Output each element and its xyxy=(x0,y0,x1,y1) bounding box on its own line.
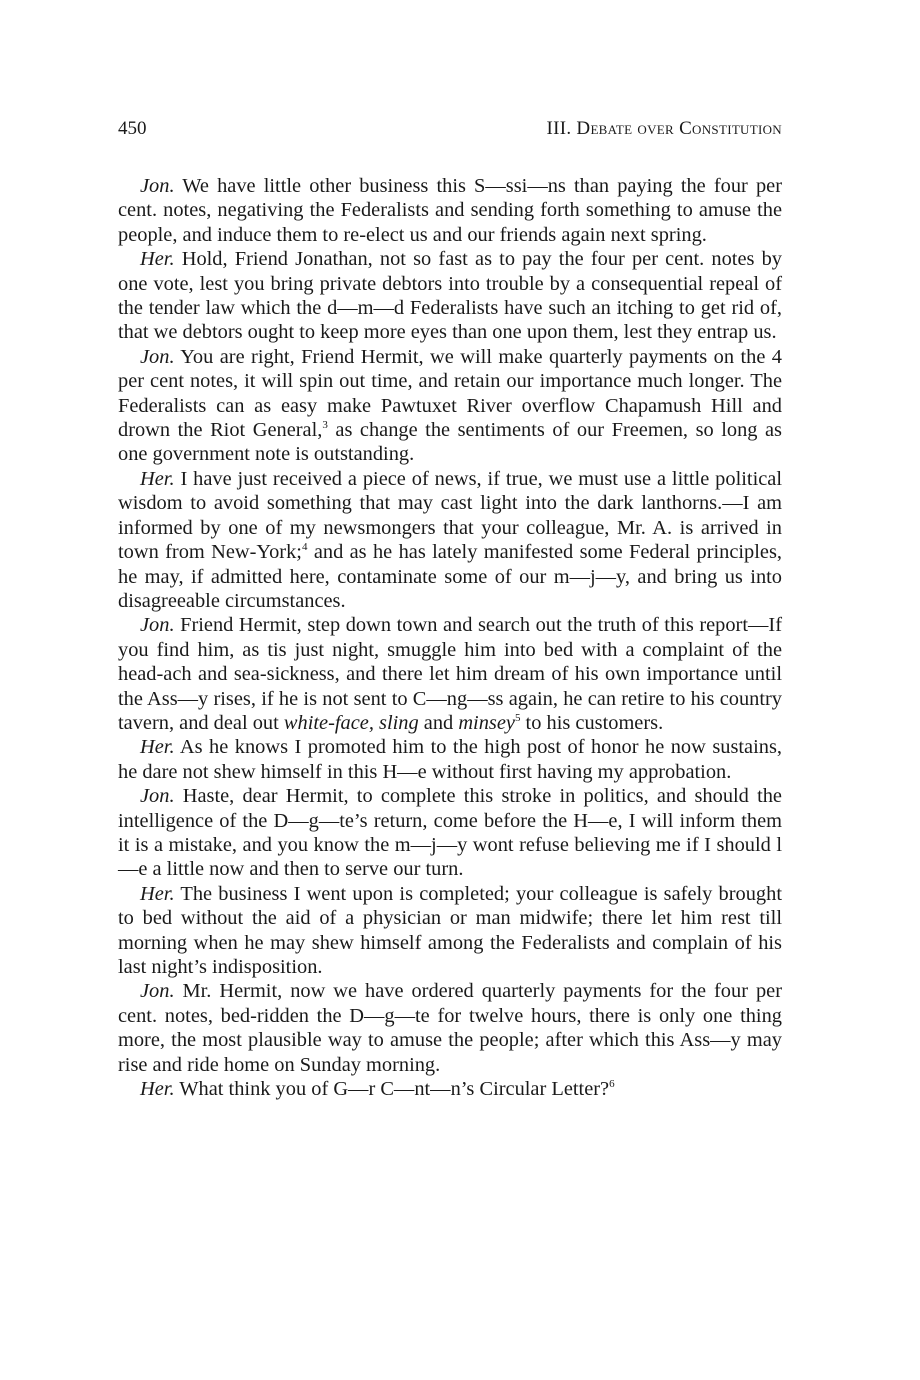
speaker-name: Jon. xyxy=(140,980,175,1003)
dialogue-text: as change the sentiments of our Freemen, so long as one government note is outstanding. xyxy=(118,419,782,466)
dialogue-paragraph xyxy=(118,882,782,980)
speaker-name: Jon. xyxy=(140,175,175,197)
dialogue-text: We have little other business this S—ssi—ns than paying the four per cent. notes, negativing the Federalists and sending forth something to amuse the people, and induce them to re-elect us and our friends again next spring. xyxy=(118,175,782,246)
dialogue-text: You are right, Friend Hermit, we will make quarterly payments on the 4 per cent notes, it will spin out time, and retain our importance much longer. The Federalists can as easy make Pawtuxet River overflow Chapamush Hill and drown the Riot General, xyxy=(118,345,782,442)
speaker-name: Her. xyxy=(140,1078,175,1101)
dialogue-text: As he knows I promoted him to the high post of honor he now sustains, he dare not shew himself in this H—e without first having my approbation. xyxy=(118,736,782,783)
dialogue-text: I have just received a piece of news, if true, we must use a little political wisdom to avoid something that may cast light into the dark lanthorns.—I am informed by one of my newsmongers that your colleague, Mr. A. is arrived in town from New-York; xyxy=(118,467,782,564)
dialogue-text: The business I went upon is completed; your colleague is safely brought to bed without the aid of a physician or man midwife; there let him rest till morning when he may shew himself among the Federalists and complain of his last night’s indisposition. xyxy=(118,882,782,978)
footnote-ref: 6 xyxy=(609,1078,615,1091)
speaker-name: Jon. xyxy=(140,345,175,368)
footnote-ref: 3 xyxy=(322,419,328,432)
speaker-name: Her. xyxy=(140,467,175,490)
document-page xyxy=(118,118,782,1101)
running-head xyxy=(118,118,782,152)
speaker-name: Jon. xyxy=(140,785,175,808)
dialogue-paragraph xyxy=(118,979,782,1077)
dialogue-text: and as he has lately manifested some Federal principles, he may, if admitted here, contaminate some of our m—j—y, and bring us into disagreeable circumstances. xyxy=(118,541,783,612)
speaker-name: Jon. xyxy=(140,614,175,637)
dialogue-paragraph xyxy=(118,613,782,735)
dialogue-body xyxy=(118,174,782,1101)
speaker-name: Her. xyxy=(140,248,175,271)
dialogue-text: Friend Hermit, step down town and search out the truth of this report—If you find him, as tis just night, smuggle him into bed with a complaint of the head-ach and sea-sickness, and there let him dream of his own importance until the Ass—y rises, if he is not sent to C—ng—ss again, he can retire to his country tavern, and deal out xyxy=(118,614,782,734)
dialogue-text: and xyxy=(418,711,459,734)
dialogue-text: What think you of G—r C—nt—n’s Circular Letter? xyxy=(174,1078,610,1101)
dialogue-paragraph xyxy=(118,467,782,613)
dialogue-paragraph xyxy=(118,174,782,247)
speaker-name: Her. xyxy=(140,736,175,759)
footnote-ref: 5 xyxy=(514,712,521,725)
dialogue-paragraph xyxy=(118,345,782,467)
dialogue-paragraph xyxy=(118,784,782,882)
speaker-name: Her. xyxy=(140,882,175,905)
running-title: III. Debate over Constitution xyxy=(546,118,782,139)
italic-term: white-face, sling xyxy=(283,711,419,734)
italic-term: minsey xyxy=(458,711,515,734)
dialogue-text: Haste, dear Hermit, to complete this stroke in politics, and should the intelligence of the D—g—te’s return, come before the H—e, I will inform them it is a mistake, and you know the m—j—y wont refuse believing me if I should l—e a little now and then to serve our turn. xyxy=(118,785,782,881)
dialogue-paragraph xyxy=(118,735,782,784)
dialogue-paragraph xyxy=(118,1077,782,1101)
dialogue-text: Hold, Friend Jonathan, not so fast as to pay the four per cent. notes by one vote, lest you bring private debtors into trouble by a consequential repeal of the tender law which the d—m—d Federalists have such an itching to get rid of, that we debtors ought to keep more eyes than one upon them, lest they entrap us. xyxy=(118,248,782,344)
footnote-ref: 4 xyxy=(301,541,308,554)
dialogue-paragraph xyxy=(118,247,782,345)
page-number: 450 xyxy=(118,118,147,139)
dialogue-text: to his customers. xyxy=(520,711,664,734)
dialogue-text: Mr. Hermit, now we have ordered quarterly payments for the four per cent. notes, bed-ridden the D—g—te for twelve hours, there is only one thing more, the most plausible way to amuse the people; after which this Ass—y may rise and ride home on Sunday morning. xyxy=(118,980,782,1076)
